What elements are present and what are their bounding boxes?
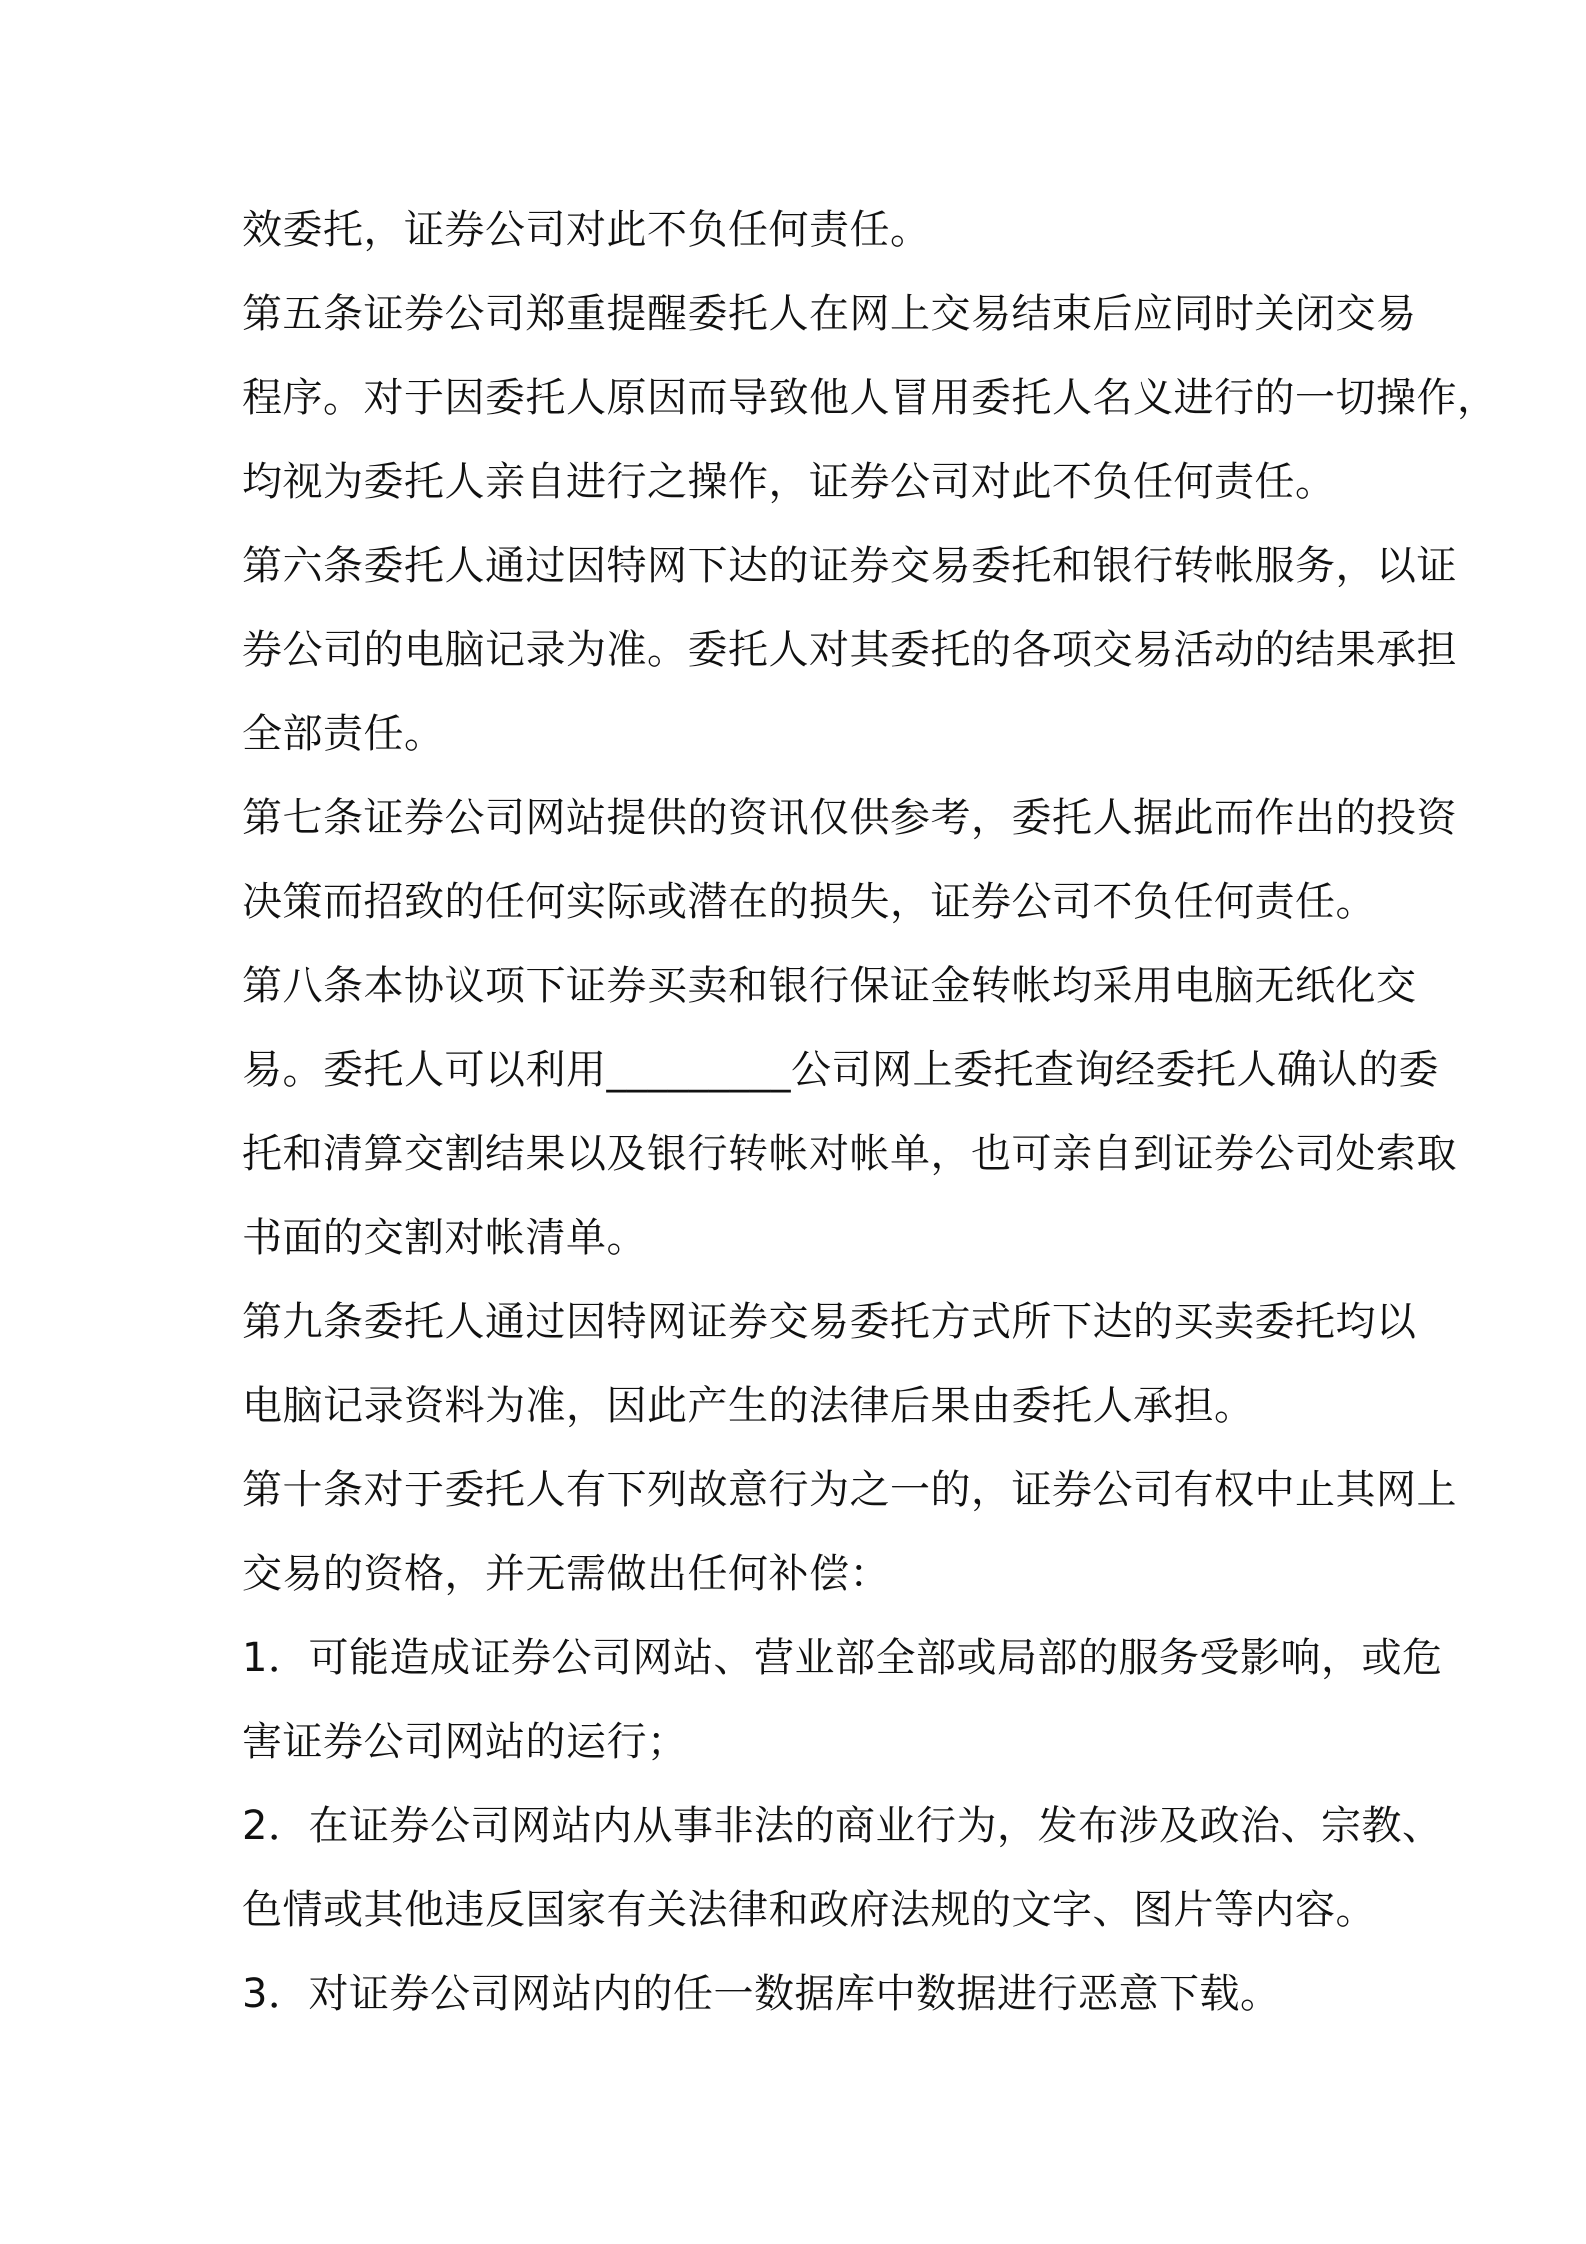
text-line: 第九条委托人通过因特网证券交易委托方式所下达的买卖委托均以 <box>242 1299 1417 1345</box>
text-line: 托和清算交割结果以及银行转帐对帐单，也可亲自到证券公司处索取 <box>242 1131 1457 1177</box>
text-line: 第六条委托人通过因特网下达的证券交易委托和银行转帐服务，以证 <box>242 543 1457 589</box>
text-line: 书面的交割对帐清单。 <box>242 1215 647 1261</box>
text-line: 害证券公司网站的运行； <box>242 1719 688 1765</box>
document-body <box>242 188 1498 2036</box>
text-line: 交易的资格，并无需做出任何补偿： <box>242 1551 890 1597</box>
text-line: 券公司的电脑记录为准。委托人对其委托的各项交易活动的结果承担 <box>242 627 1457 673</box>
text-line: 第八条本协议项下证券买卖和银行保证金转帐均采用电脑无纸化交 <box>242 963 1417 1009</box>
text-line: 程序。对于因委托人原因而导致他人冒用委托人名义进行的一切操作， <box>242 375 1498 421</box>
text-line: 效委托，证券公司对此不负任何责任。 <box>242 207 931 253</box>
text-line: 第十条对于委托人有下列故意行为之一的，证券公司有权中止其网上 <box>242 1467 1457 1513</box>
text-line: 第七条证券公司网站提供的资讯仅供参考，委托人据此而作出的投资 <box>242 795 1457 841</box>
text-line: 均视为委托人亲自进行之操作，证券公司对此不负任何责任。 <box>242 459 1336 505</box>
text-line: 易。委托人可以利用_________公司网上委托查询经委托人确认的委 <box>242 1047 1439 1093</box>
text-line: 1．可能造成证券公司网站、营业部全部或局部的服务受影响，或危 <box>242 1635 1443 1681</box>
text-line: 第五条证券公司郑重提醒委托人在网上交易结束后应同时关闭交易 <box>242 291 1417 337</box>
text-line: 2．在证券公司网站内从事非法的商业行为，发布涉及政治、宗教、 <box>242 1803 1443 1849</box>
text-line: 电脑记录资料为准，因此产生的法律后果由委托人承担。 <box>242 1383 1255 1429</box>
text-line: 色情或其他违反国家有关法律和政府法规的文字、图片等内容。 <box>242 1887 1376 1933</box>
text-line: 全部责任。 <box>242 711 445 757</box>
text-line: 3．对证券公司网站内的任一数据库中数据进行恶意下载。 <box>242 1971 1281 2017</box>
text-line: 决策而招致的任何实际或潜在的损失，证券公司不负任何责任。 <box>242 879 1376 925</box>
